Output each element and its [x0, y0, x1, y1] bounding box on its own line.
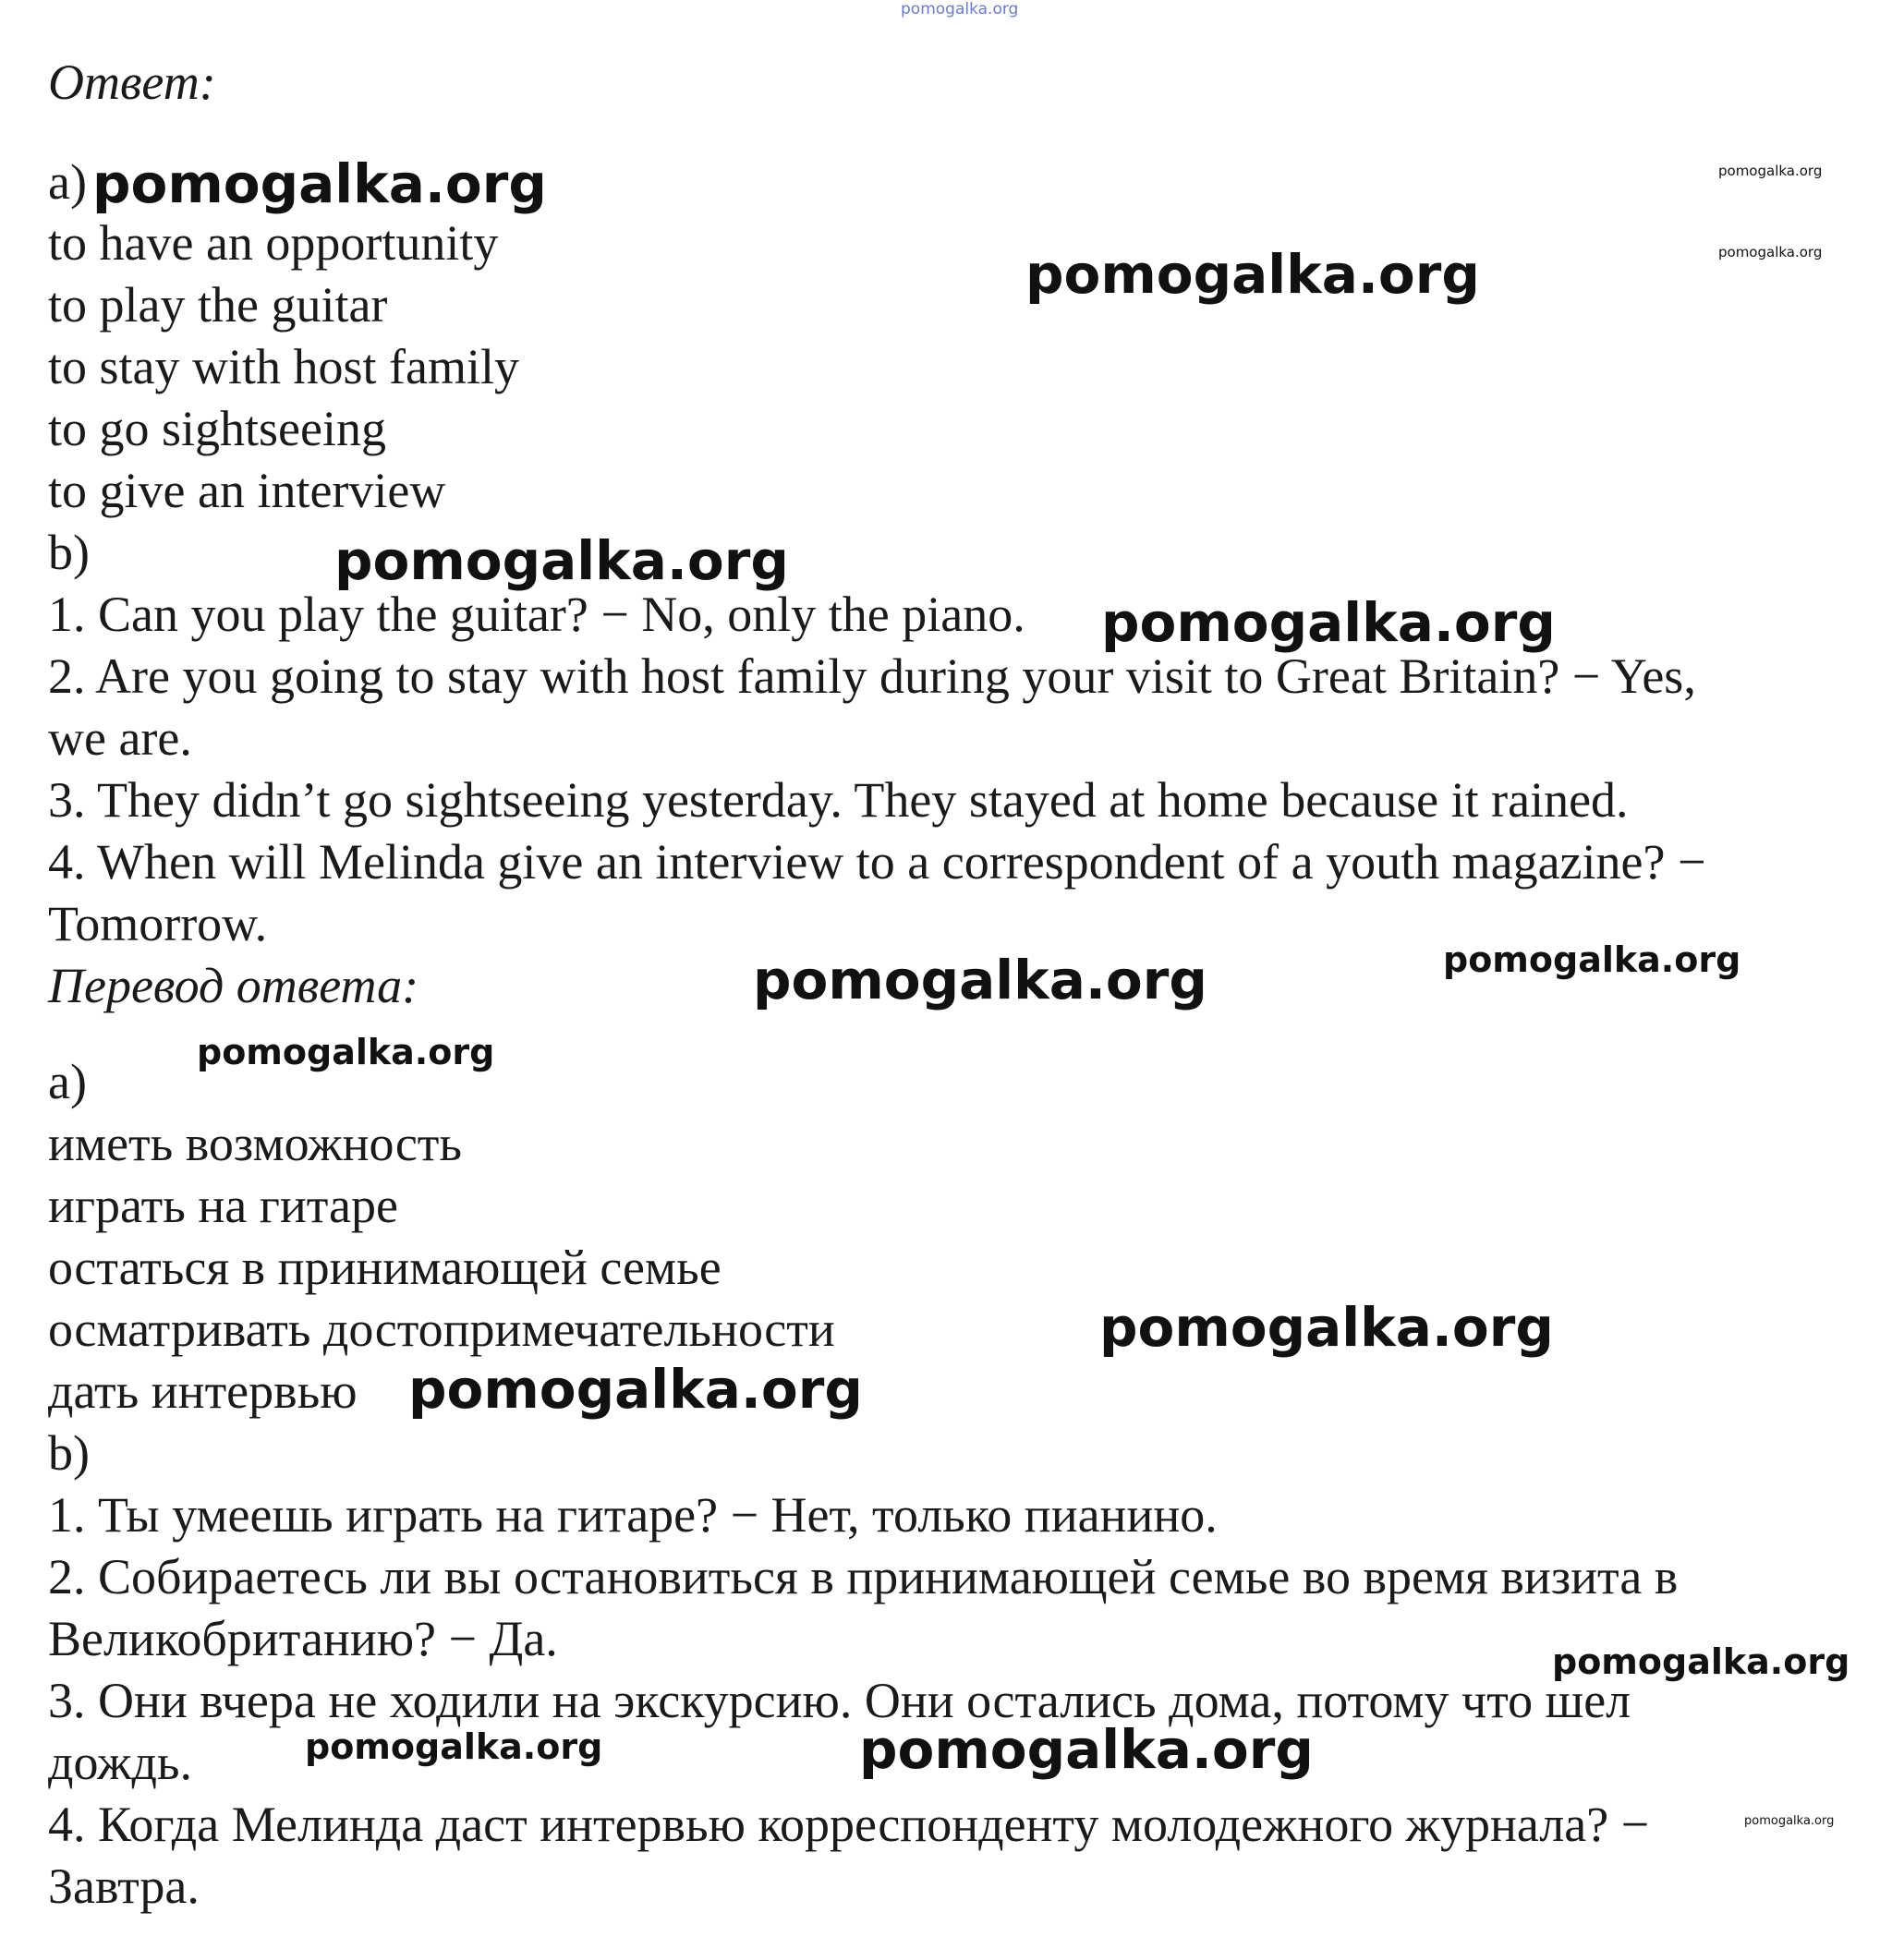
watermark-text: pomogalka.org	[1101, 591, 1556, 654]
translation-a-item: играть на гитаре	[48, 1178, 398, 1233]
translation-b-line: дождь.	[48, 1735, 193, 1790]
answer-a-item: to give an interview	[48, 463, 446, 518]
watermark-text: pomogalka.org	[1718, 244, 1823, 260]
watermark-text: pomogalka.org	[859, 1718, 1314, 1781]
watermark-text: pomogalka.org	[753, 949, 1207, 1011]
translation-part-b-label: b)	[48, 1425, 90, 1481]
translation-a-item: остаться в принимающей семье	[48, 1240, 722, 1295]
translation-a-item: осматривать достопримечательности	[48, 1301, 835, 1357]
watermark-text: pomogalka.org	[1443, 939, 1741, 980]
answer-b-line: we are.	[48, 710, 192, 766]
translation-part-a-label: a)	[48, 1054, 87, 1109]
answer-part-b-label: b)	[48, 525, 90, 580]
answer-part-a-label: a)	[48, 154, 87, 210]
translation-heading: Перевод ответа:	[48, 958, 419, 1013]
translation-b-line: 4. Когда Мелинда даст интервью корреспонденту молодежного журнала? −	[48, 1797, 1650, 1852]
answer-a-item: to stay with host family	[48, 339, 519, 394]
watermark-text: pomogalka.org	[1744, 1814, 1835, 1828]
answer-a-item: to go sightseeing	[48, 401, 386, 456]
answer-b-line: 4. When will Melinda give an interview to a correspondent of a youth magazine? −	[48, 834, 1706, 890]
watermark-text: pomogalka.org	[305, 1726, 603, 1767]
answer-heading: Ответ:	[48, 54, 216, 110]
answer-a-item: to have an opportunity	[48, 215, 499, 271]
watermark-text: pomogalka.org	[334, 529, 789, 592]
watermark-text: pomogalka.org	[197, 1032, 495, 1072]
answer-b-line: Tomorrow.	[48, 896, 268, 951]
translation-b-line: 3. Они вчера не ходили на экскурсию. Они остались дома, потому что шел	[48, 1673, 1631, 1728]
answer-b-line: 2. Are you going to stay with host family during your visit to Great Britain? − Yes,	[48, 648, 1696, 704]
watermark-text: pomogalka.org	[1025, 243, 1480, 306]
watermark-text: pomogalka.org	[92, 152, 547, 215]
translation-b-line: 1. Ты умеешь играть на гитаре? − Нет, только пианино.	[48, 1487, 1218, 1543]
answer-a-item: to play the guitar	[48, 277, 388, 333]
translation-a-item: дать интервью	[48, 1363, 358, 1419]
translation-b-line: 2. Собираетесь ли вы остановиться в принимающей семье во время визита в	[48, 1549, 1679, 1604]
translation-a-item: иметь возможность	[48, 1116, 463, 1171]
watermark-text: pomogalka.org	[1552, 1641, 1850, 1682]
answer-b-line: 1. Can you play the guitar? − No, only the piano.	[48, 587, 1025, 642]
watermark-text: pomogalka.org	[1718, 163, 1823, 179]
translation-b-line: Завтра.	[48, 1858, 200, 1914]
watermark-text: pomogalka.org	[408, 1358, 863, 1421]
watermark-top: pomogalka.org	[901, 0, 1019, 18]
answer-b-line: 3. They didn’t go sightseeing yesterday. They stayed at home because it rained.	[48, 772, 1629, 828]
watermark-text: pomogalka.org	[1099, 1296, 1554, 1359]
translation-b-line: Великобританию? − Да.	[48, 1611, 558, 1666]
